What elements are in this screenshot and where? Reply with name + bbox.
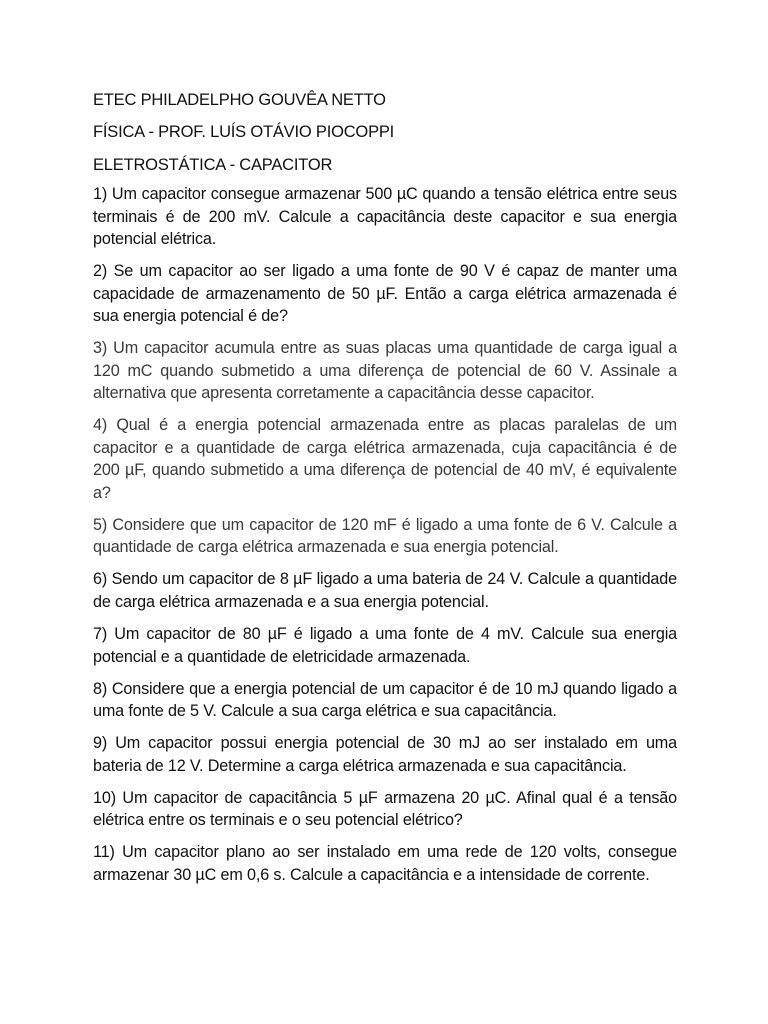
topic-title: ELETROSTÁTICA - CAPACITOR bbox=[93, 156, 333, 174]
question-5: 5) Considere que um capacitor de 120 mF é ligado a uma fonte de 6 V. Calcule a quantidade de carga elétrica armazenada e sua energia potencial. bbox=[93, 515, 677, 557]
question-list bbox=[93, 183, 677, 896]
school-name: ETEC PHILADELPHO GOUVÊA NETTO bbox=[93, 91, 386, 109]
question-1: 1) Um capacitor consegue armazenar 500 µC quando a tensão elétrica entre seus terminais é de 200 mV. Calcule a capacitância deste capacitor e sua energia potencial elétrica. bbox=[93, 185, 677, 248]
question-6: 6) Sendo um capacitor de 8 µF ligado a uma bateria de 24 V. Calcule a quantidade de carga elétrica armazenada e a sua energia potencial. bbox=[93, 570, 677, 611]
question-7: 7) Um capacitor de 80 µF é ligado a uma fonte de 4 mV. Calcule sua energia potencial e a quantidade de eletricidade armazenada. bbox=[93, 625, 677, 666]
question-10: 10) Um capacitor de capacitância 5 µF armazena 20 µC. Afinal qual é a tensão elétrica entre os terminais e o seu potencial elétrico? bbox=[93, 788, 677, 830]
question-3: 3) Um capacitor acumula entre as suas placas uma quantidade de carga igual a 120 mC quando submetido a uma diferença de potencial de 60 V. Assinale a alternativa que apresenta corretamente a capacitância desse capacitor. bbox=[93, 339, 677, 403]
question-8: 8) Considere que a energia potencial de um capacitor é de 10 mJ quando ligado a uma fonte de 5 V. Calcule a sua carga elétrica e sua capacitância. bbox=[93, 679, 677, 721]
question-4: 4) Qual é a energia potencial armazenada entre as placas paralelas de um capacitor e a quantidade de carga elétrica armazenada, cuja capacitância é de 200 µF, quando submetido a uma diferença de potencial de 40 mV, é equivalente a? bbox=[93, 416, 677, 502]
question-2: 2) Se um capacitor ao ser ligado a uma fonte de 90 V é capaz de manter uma capacidade de armazenamento de 50 µF. Então a carga elétrica armazenada é sua energia potencial é de? bbox=[93, 262, 677, 326]
question-9: 9) Um capacitor possui energia potencial de 30 mJ ao ser instalado em uma bateria de 12 V. Determine a carga elétrica armazenada e sua capacitância. bbox=[93, 734, 677, 775]
question-11: 11) Um capacitor plano ao ser instalado em uma rede de 120 volts, consegue armazenar 30 µC em 0,6 s. Calcule a capacitância e a intensidade de corrente. bbox=[93, 843, 677, 884]
course-title: FÍSICA - PROF. LUÍS OTÁVIO PIOCOPPI bbox=[93, 123, 395, 141]
